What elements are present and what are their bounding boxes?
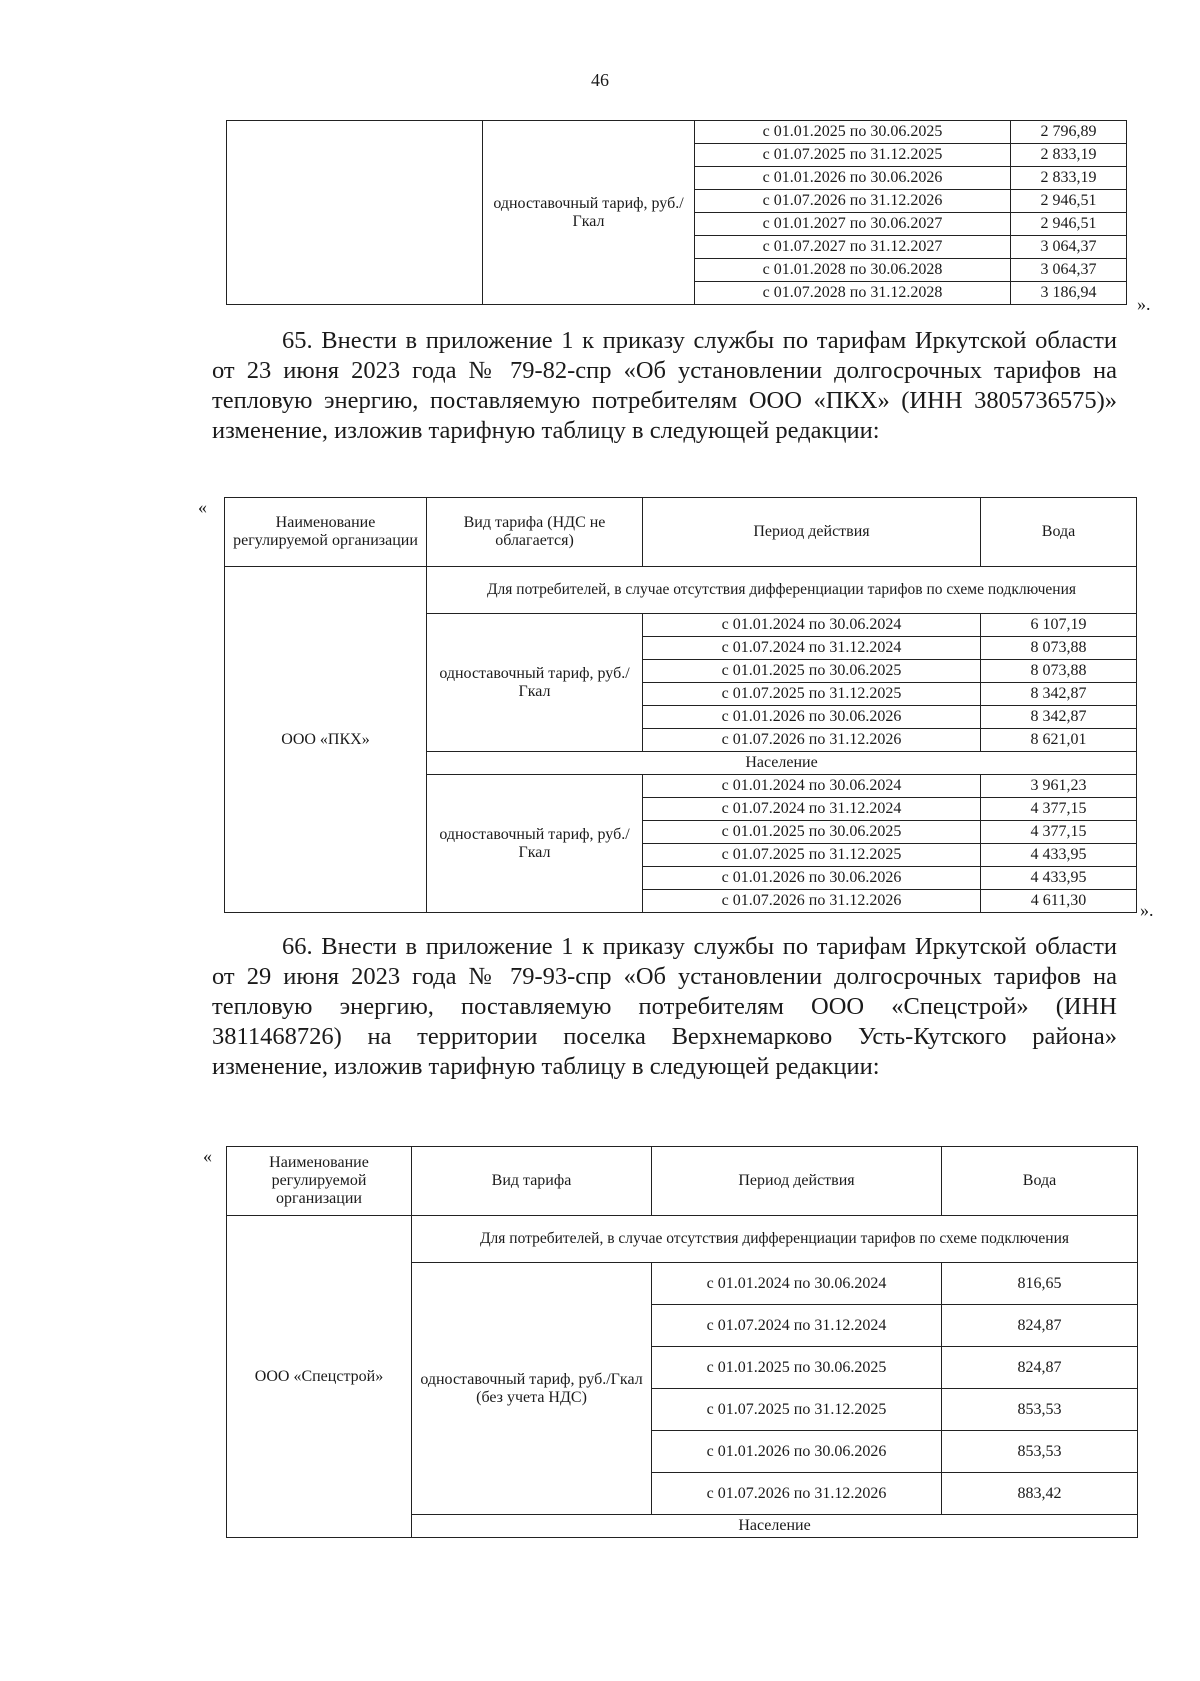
open-quote: « bbox=[198, 497, 207, 517]
header-org: Наименование регулируемой организации bbox=[225, 498, 427, 567]
period-cell: с 01.01.2025 по 30.06.2025 bbox=[652, 1347, 942, 1389]
header-tariff: Вид тарифа (НДС не облагается) bbox=[427, 498, 643, 567]
period-cell: с 01.01.2028 по 30.06.2028 bbox=[695, 259, 1011, 282]
tariff-type-cell: одноставочный тариф, руб./Гкал bbox=[483, 121, 695, 305]
period-cell: с 01.01.2027 по 30.06.2027 bbox=[695, 213, 1011, 236]
table-row bbox=[227, 121, 1127, 144]
value-cell: 8 073,88 bbox=[981, 660, 1137, 683]
header-tariff: Вид тарифа bbox=[412, 1147, 652, 1216]
period-cell: с 01.07.2028 по 31.12.2028 bbox=[695, 282, 1011, 305]
period-cell: с 01.07.2025 по 31.12.2025 bbox=[643, 683, 981, 706]
value-cell: 853,53 bbox=[942, 1389, 1138, 1431]
section-title: Для потребителей, в случае отсутствия дифференциации тарифов по схеме подключения bbox=[412, 1216, 1138, 1263]
value-cell: 3 064,37 bbox=[1011, 236, 1127, 259]
value-cell: 4 433,95 bbox=[981, 867, 1137, 890]
value-cell: 824,87 bbox=[942, 1305, 1138, 1347]
close-quote: ». bbox=[1137, 294, 1151, 314]
value-cell: 2 796,89 bbox=[1011, 121, 1127, 144]
period-cell: с 01.01.2025 по 30.06.2025 bbox=[643, 660, 981, 683]
period-cell: с 01.01.2025 по 30.06.2025 bbox=[695, 121, 1011, 144]
paragraph-number: 65. bbox=[282, 327, 313, 354]
value-cell: 816,65 bbox=[942, 1263, 1138, 1305]
value-cell: 8 342,87 bbox=[981, 683, 1137, 706]
organization-cell: ООО «ПКХ» bbox=[225, 567, 427, 913]
period-cell: с 01.07.2026 по 31.12.2026 bbox=[695, 190, 1011, 213]
page-number: 46 bbox=[591, 70, 609, 90]
value-cell: 824,87 bbox=[942, 1347, 1138, 1389]
period-cell: с 01.07.2024 по 31.12.2024 bbox=[652, 1305, 942, 1347]
period-cell: с 01.07.2025 по 31.12.2025 bbox=[652, 1389, 942, 1431]
period-cell: с 01.07.2026 по 31.12.2026 bbox=[643, 890, 981, 913]
tariff-type-cell: одноставочный тариф, руб./Гкал (без учета НДС) bbox=[412, 1263, 652, 1515]
table-header-row bbox=[225, 498, 1137, 567]
value-cell: 3 064,37 bbox=[1011, 259, 1127, 282]
period-cell: с 01.07.2026 по 31.12.2026 bbox=[643, 729, 981, 752]
period-cell: с 01.07.2027 по 31.12.2027 bbox=[695, 236, 1011, 259]
section-title: Население bbox=[427, 752, 1137, 775]
open-quote: « bbox=[203, 1146, 212, 1166]
value-cell: 8 342,87 bbox=[981, 706, 1137, 729]
value-cell: 8 073,88 bbox=[981, 637, 1137, 660]
value-cell: 6 107,19 bbox=[981, 614, 1137, 637]
period-cell: с 01.01.2026 по 30.06.2026 bbox=[652, 1431, 942, 1473]
value-cell: 2 833,19 bbox=[1011, 144, 1127, 167]
period-cell: с 01.01.2026 по 30.06.2026 bbox=[643, 706, 981, 729]
value-cell: 4 377,15 bbox=[981, 821, 1137, 844]
period-cell: с 01.01.2026 по 30.06.2026 bbox=[695, 167, 1011, 190]
period-cell: с 01.07.2025 по 31.12.2025 bbox=[643, 844, 981, 867]
section-title: Для потребителей, в случае отсутствия дифференциации тарифов по схеме подключения bbox=[427, 567, 1137, 614]
header-org: Наименование регулируемой организации bbox=[227, 1147, 412, 1216]
tariff-table-65 bbox=[224, 497, 1137, 913]
period-cell: с 01.07.2024 по 31.12.2024 bbox=[643, 798, 981, 821]
period-cell: с 01.07.2026 по 31.12.2026 bbox=[652, 1473, 942, 1515]
value-cell: 8 621,01 bbox=[981, 729, 1137, 752]
period-cell: с 01.07.2024 по 31.12.2024 bbox=[643, 637, 981, 660]
paragraph-number: 66. bbox=[282, 933, 313, 960]
value-cell: 2 833,19 bbox=[1011, 167, 1127, 190]
tariff-table-66 bbox=[226, 1146, 1138, 1538]
period-cell: с 01.01.2024 по 30.06.2024 bbox=[643, 775, 981, 798]
close-quote: ». bbox=[1140, 900, 1154, 920]
value-cell: 3 186,94 bbox=[1011, 282, 1127, 305]
value-cell: 4 377,15 bbox=[981, 798, 1137, 821]
paragraph-text: Внести в приложение 1 к приказу службы по тарифам Иркутской области от 29 июня 2023 года № 79-93-спр «Об установлении долгосрочных тарифов на тепловую энергию, поставляемую потребителям ООО «Спецстрой» (ИНН 3811468726) на территории поселка Верхнемарково Усть-Кутского района» изменение, изложив тарифную таблицу в следующей редакции: bbox=[212, 933, 1117, 1080]
tariff-type-cell: одноставочный тариф, руб./Гкал bbox=[427, 614, 643, 752]
header-period: Период действия bbox=[643, 498, 981, 567]
period-cell: с 01.07.2025 по 31.12.2025 bbox=[695, 144, 1011, 167]
value-cell: 3 961,23 bbox=[981, 775, 1137, 798]
value-cell: 4 433,95 bbox=[981, 844, 1137, 867]
paragraph-text: Внести в приложение 1 к приказу службы по тарифам Иркутской области от 23 июня 2023 года № 79-82-спр «Об установлении долгосрочных тарифов на тепловую энергию, поставляемую потребителям ООО «ПКХ» (ИНН 3805736575)» изменение, изложив тарифную таблицу в следующей редакции: bbox=[212, 327, 1117, 444]
organization-cell: ООО «Спецстрой» bbox=[227, 1216, 412, 1538]
period-cell: с 01.01.2024 по 30.06.2024 bbox=[652, 1263, 942, 1305]
header-value: Вода bbox=[942, 1147, 1138, 1216]
tariff-type-cell: одноставочный тариф, руб./Гкал bbox=[427, 775, 643, 913]
value-cell: 4 611,30 bbox=[981, 890, 1137, 913]
period-cell: с 01.01.2025 по 30.06.2025 bbox=[643, 821, 981, 844]
paragraph-65 bbox=[212, 326, 1117, 446]
header-value: Вода bbox=[981, 498, 1137, 567]
table-header-row bbox=[227, 1147, 1138, 1216]
period-cell: с 01.01.2024 по 30.06.2024 bbox=[643, 614, 981, 637]
value-cell: 2 946,51 bbox=[1011, 213, 1127, 236]
tariff-table-continuation bbox=[226, 120, 1127, 305]
section-row bbox=[227, 1216, 1138, 1263]
section-title: Население bbox=[412, 1515, 1138, 1538]
org-cell-empty bbox=[227, 121, 483, 305]
period-cell: с 01.01.2026 по 30.06.2026 bbox=[643, 867, 981, 890]
paragraph-66 bbox=[212, 932, 1117, 1082]
value-cell: 883,42 bbox=[942, 1473, 1138, 1515]
value-cell: 853,53 bbox=[942, 1431, 1138, 1473]
section-row bbox=[225, 567, 1137, 614]
header-period: Период действия bbox=[652, 1147, 942, 1216]
value-cell: 2 946,51 bbox=[1011, 190, 1127, 213]
